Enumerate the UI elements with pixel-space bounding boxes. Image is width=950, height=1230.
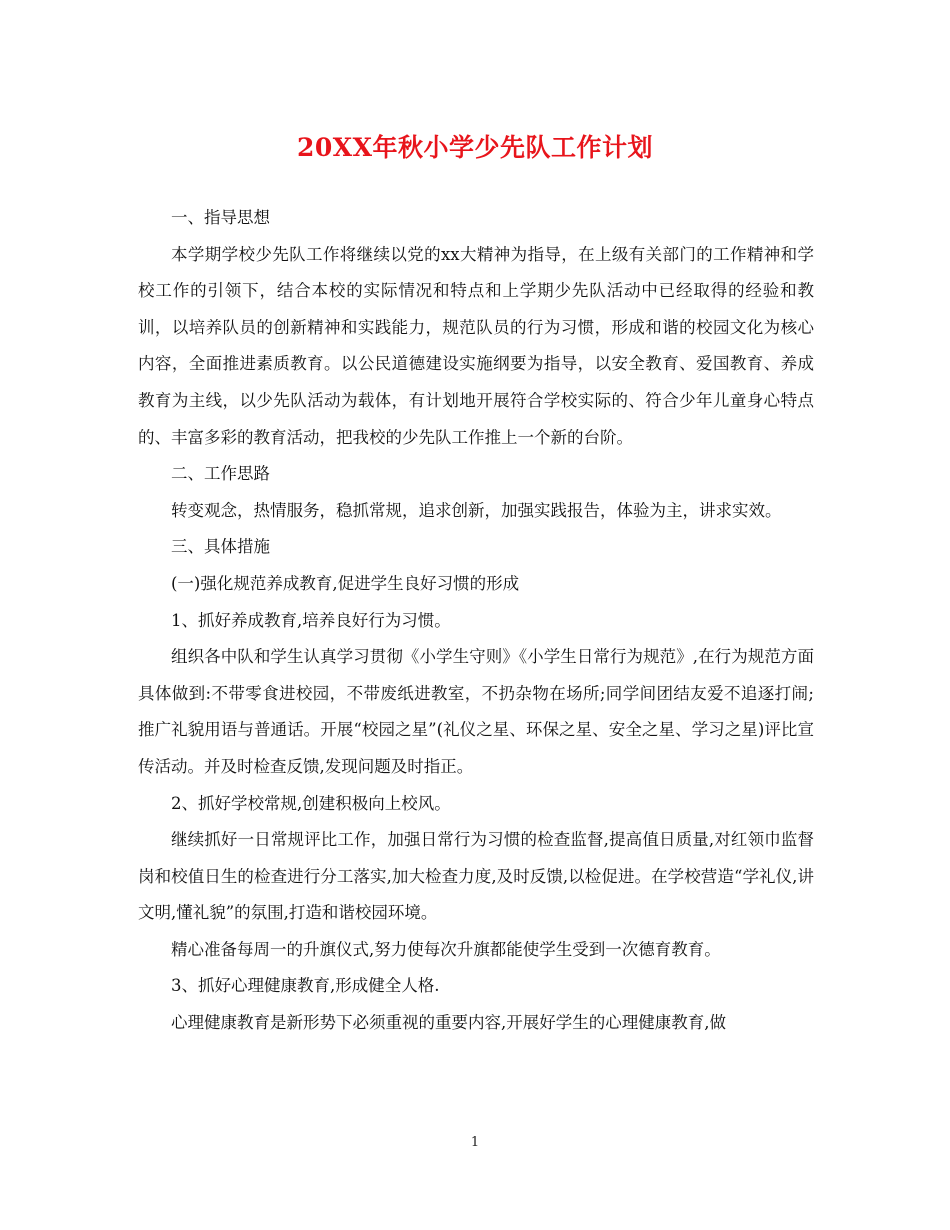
- body-paragraph: 转变观念，热情服务，稳抓常规，追求创新，加强实践报告，体验为主，讲求实效。: [171, 500, 782, 520]
- body-paragraph: 精心准备每周一的升旗仪式,努力使每次升旗都能使学生受到一次德育教育。: [171, 939, 721, 959]
- section-heading-work-approach: 二、工作思路: [171, 464, 270, 484]
- body-paragraph: 心理健康教育是新形势下必须重视的重要内容,开展好学生的心理健康教育,做: [171, 1013, 726, 1033]
- body-paragraph: 组织各中队和学生认真学习贯彻《小学生守则》《小学生日常行为规范》,在行为规范方面具体做到:不带零食进校园，不带废纸进教室，不扔杂物在场所;同学间团结友爱不追逐打闹;推广礼貌用语与普通话。开展“校园之星”(礼仪之星、环保之星、安全之星、学习之星)评比宣传活动。并及时检查反馈,发现问题及时指正。: [138, 647, 814, 776]
- document-body: [138, 200, 814, 1042]
- body-paragraph: 继续抓好一日常规评比工作，加强日常行为习惯的检查监督,提高值日质量,对红领巾监督岗和校值日生的检查进行分工落实,加大检查力度,及时反馈,以检促进。在学校营造“学礼仪,讲文明,懂礼貌”的氛围,打造和谐校园环境。: [138, 830, 814, 923]
- page-number: 1: [470, 1135, 480, 1150]
- item-heading: 3、抓好心理健康教育,形成健全人格.: [171, 976, 440, 996]
- section-heading-measures: 三、具体措施: [171, 537, 270, 557]
- section-heading-guiding-ideology: 一、指导思想: [171, 208, 270, 227]
- item-heading: 2、抓好学校常规,创建积极向上校风。: [171, 793, 451, 813]
- subsection-heading: (一)强化规范养成教育,促进学生良好习惯的形成: [171, 573, 520, 593]
- item-heading: 1、抓好养成教育,培养良好行为习惯。: [171, 610, 451, 630]
- body-paragraph: 本学期学校少先队工作将继续以党的xx大精神为指导，在上级有关部门的工作精神和学校工作的引领下，结合本校的实际情况和特点和上学期少先队活动中已经取得的经验和教训，以培养队员的创新精神和实践能力，规范队员的行为习惯，形成和谐的校园文化为核心内容，全面推进素质教育。以公民道德建设实施纲要为指导，以安全教育、爱国教育、养成教育为主线，以少先队活动为载体，有计划地开展符合学校实际的、符合少年儿童身心特点的、丰富多彩的教育活动，把我校的少先队工作推上一个新的台阶。: [138, 244, 814, 447]
- document-title: 20XX年秋小学少先队工作计划: [296, 133, 654, 162]
